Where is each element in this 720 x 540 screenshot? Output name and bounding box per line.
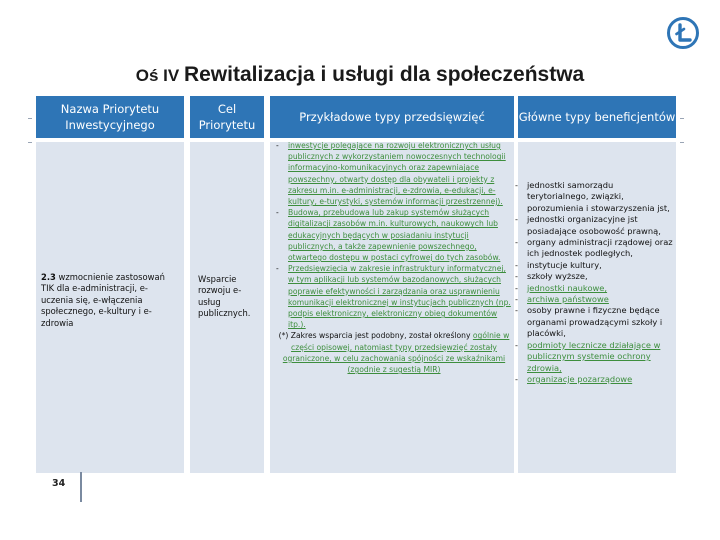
header-priority-name: Nazwa Priorytetu Inwestycyjnego — [36, 96, 184, 138]
table-left-tick — [28, 118, 32, 119]
project-type-1: inwestycje polegające na rozwoju elektronicznych usług publicznych z wykorzystaniem nowoczesnych technologii informacyjno-komunikacyjnych oraz zapewniające powszechny, otwarty dostęp dla obywateli i projekty z zakresu m.in. e-administracji, e-zdrowia, e-edukacji, e-kultury, e-turystyki, systemów informacji przestrzennej). — [288, 141, 506, 207]
list-item: - Przedsięwzięcia w zakresie infrastruktury informatycznej, w tym aplikacji lub systemów bazodanowych, służących poprawie efektywności i zarządzania oraz usprawnieniu komunikacji elektronicznej w instytucjach publicznych (np. podpis elektroniczny, elektroniczny obieg dokumentów itp.). — [276, 264, 511, 330]
beneficiary-2: jednostki organizacyjne jst posiadające osobowość prawną, — [527, 214, 661, 236]
beneficiaries-cell — [513, 180, 676, 385]
table-right-tick — [680, 118, 684, 119]
page-title — [0, 63, 720, 87]
header-beneficiaries: Główne typy beneficjentów — [518, 96, 676, 138]
beneficiary-7: archiwa państwowe — [527, 294, 609, 305]
beneficiary-5: szkoły wyższe, — [527, 271, 588, 282]
beneficiary-4: instytucje kultury, — [527, 259, 602, 270]
list-item: - Budowa, przebudowa lub zakup systemów służących digitalizacji zasobów m.in. kulturowych, naukowych lub edukacyjnych będących w posiadaniu instytucji publicznych, a także zapewnienie powszechnego, otwartego dostępu w postaci cyfrowej do tych zasobów. — [276, 208, 501, 263]
project-type-3: Przedsięwzięcia w zakresie infrastruktury informatycznej, w tym aplikacji lub systemów bazodanowych, służących poprawie efektywności i zarządzania oraz usprawnieniu komunikacji elektronicznej w instytucjach publicznych (np. podpis elektroniczny, elektroniczny obieg dokumentów itp.). — [288, 264, 511, 330]
list-item: - organy administracji rządowej oraz ich jednostek podległych, — [515, 237, 673, 259]
table-right-tick — [680, 142, 684, 143]
beneficiary-10: organizacje pozarządowe — [527, 373, 633, 384]
title-prefix: Oś IV — [135, 66, 184, 85]
list-item: - jednostki naukowe, — [515, 282, 608, 293]
ł-logo-icon — [666, 16, 700, 50]
footnote-lead: (*) Zakres wsparcia jest podobny, został określony — [278, 331, 473, 341]
footnote — [274, 330, 514, 375]
list-item: - inwestycje polegające na rozwoju elektronicznych usług publicznych z wykorzystaniem nowoczesnych technologii informacyjno-komunikacyjnych oraz zapewniające powszechny, otwarty dostęp dla obywateli i projekty z zakresu m.in. e-administracji, e-zdrowia, e-edukacji, e-kultury, e-turystyki, systemów informacji przestrzennej). — [276, 141, 506, 207]
project-types-cell — [274, 140, 514, 375]
priority-name-text: wzmocnienie zastosowań TIK dla e-administracji, e-uczenia się, e-włączenia społecznego, e-kultury i e-zdrowia — [41, 272, 165, 328]
list-item: - osoby prawne i fizyczne będące organami prowadzącymi szkoły i placówki, — [515, 305, 663, 339]
list-item: - jednostki samorządu terytorialnego, związki, porozumienia i stowarzyszenia jst, — [515, 180, 670, 213]
list-item: - szkoły wyższe, — [515, 271, 588, 282]
priority-number: 2.3 — [41, 272, 56, 282]
beneficiary-6: jednostki naukowe, — [527, 282, 608, 293]
title-main: Rewitalizacja i usługi dla społeczeństwa — [183, 63, 585, 86]
beneficiary-9: podmioty lecznicze działające w publicznym systemie ochrony zdrowia, — [527, 339, 661, 373]
beneficiary-3: organy administracji rządowej oraz ich jednostek podległych, — [527, 237, 673, 259]
project-type-2-cont: zapewnienie powszechnego, otwartego dostępu w postaci cyfrowej do tych zasobów. — [288, 241, 501, 263]
project-type-2: Budowa, przebudowa lub zakup systemów służących digitalizacji zasobów m.in. kulturowych, naukowych lub edukacyjnych będących w posiadaniu instytucji publicznych, a także — [288, 208, 498, 251]
page-number: 34 — [52, 478, 66, 489]
list-item: - jednostki organizacyjne jst posiadające osobowość prawną, — [515, 214, 661, 236]
beneficiary-1: jednostki samorządu terytorialnego, związki, porozumienia i stowarzyszenia jst, — [527, 180, 670, 213]
footnote-rest: ogólnie w części opisowej, natomiast typy przedsięwzięć zostały ograniczone, w celu zachowania spójności ze wskaźnikami (zgodnie z sugestią MIR) — [282, 331, 510, 375]
table-left-tick — [28, 142, 32, 143]
priority-name-cell — [41, 272, 165, 329]
page-number-divider — [80, 472, 82, 502]
list-item: - organizacje pozarządowe — [515, 373, 633, 384]
list-item: - podmioty lecznicze działające w publicznym systemie ochrony zdrowia, — [515, 339, 661, 373]
header-project-types: Przykładowe typy przedsięwzięć — [270, 96, 514, 138]
header-priority-goal: Cel Priorytetu — [190, 96, 264, 138]
list-item: - instytucje kultury, — [515, 259, 602, 270]
beneficiary-8: osoby prawne i fizyczne będące organami prowadzącymi szkoły i placówki, — [527, 305, 663, 339]
priority-goal-cell: Wsparcie rozwoju e-usług publicznych. — [198, 274, 251, 319]
list-item: - archiwa państwowe — [515, 294, 609, 305]
